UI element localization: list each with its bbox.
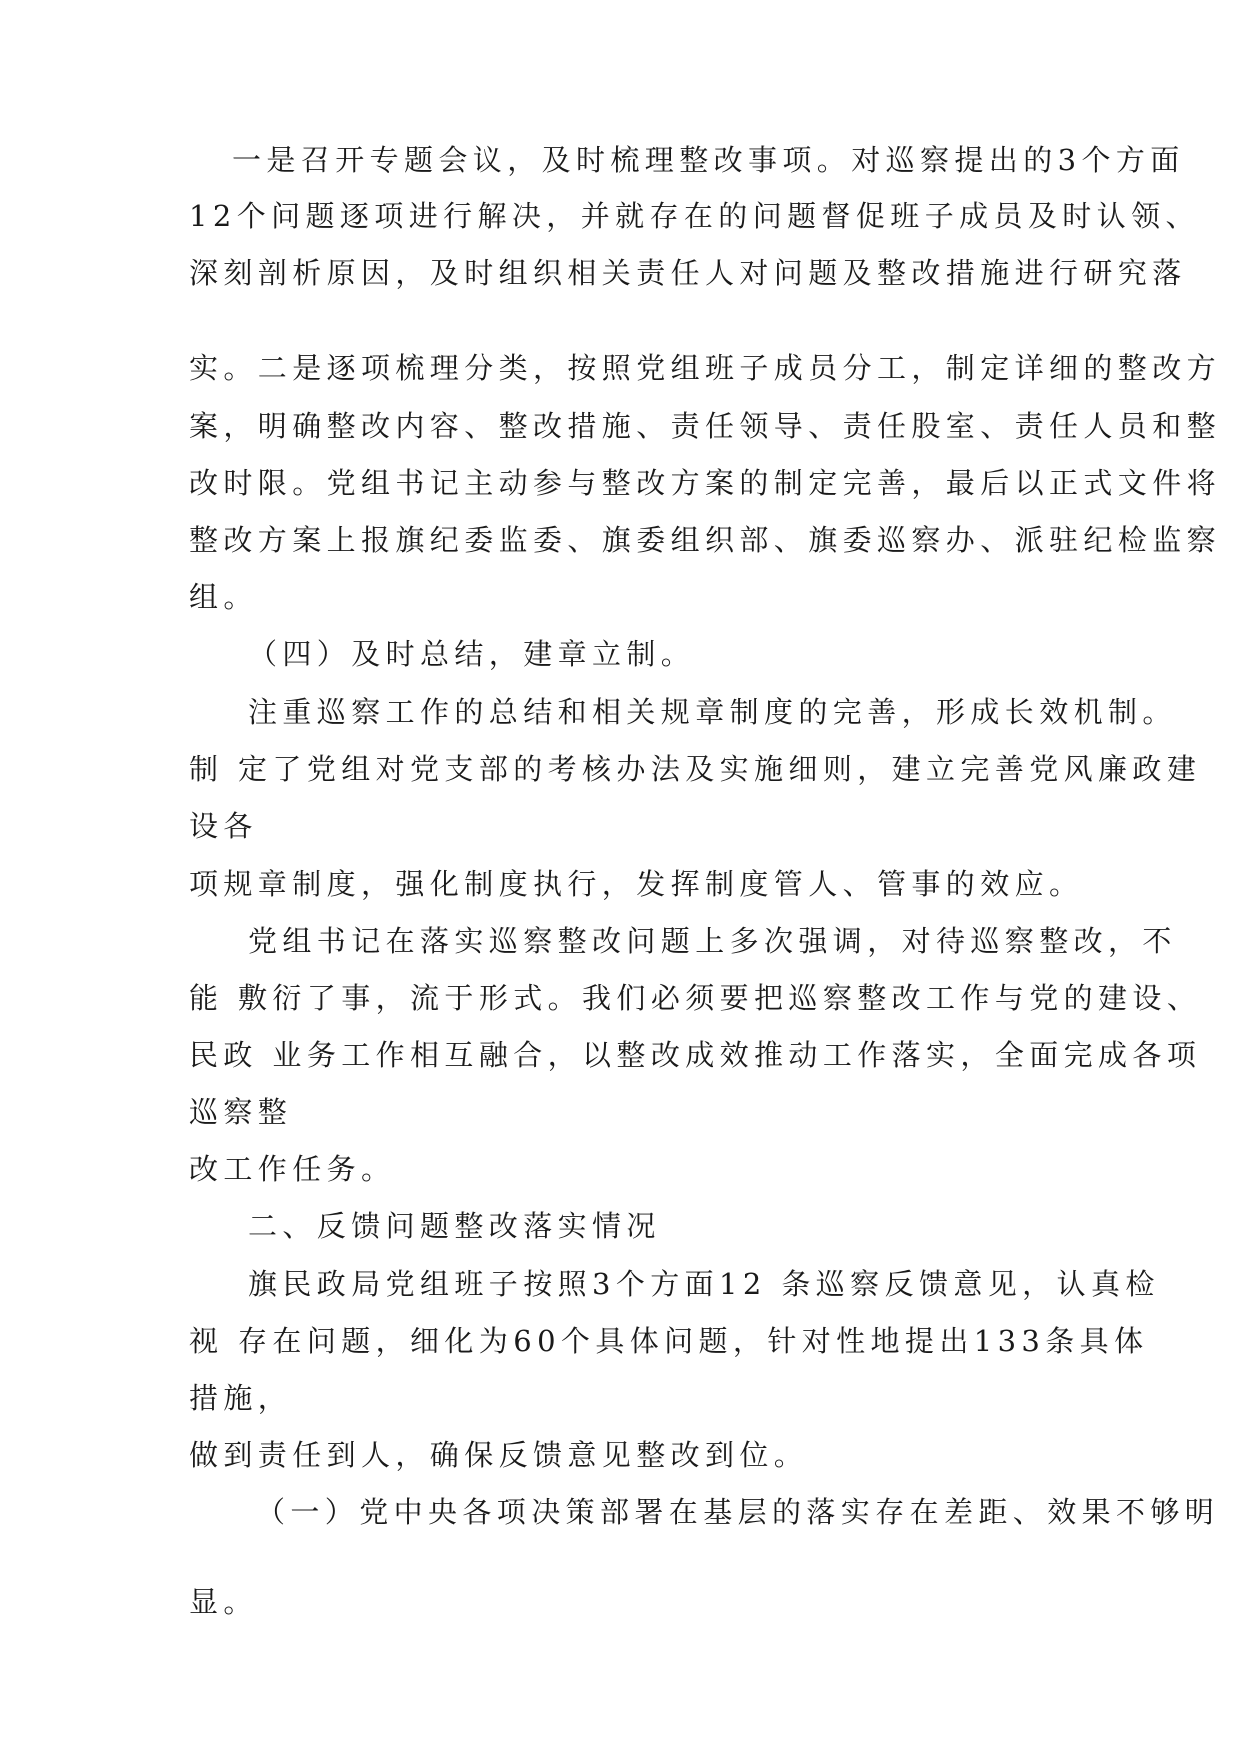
sub-heading-1-line-2: 显。 bbox=[189, 1585, 258, 1619]
paragraph-2-line-3: 设各 bbox=[189, 809, 258, 843]
paragraph-4-line-1: 旗民政局党组班子按照3个方面12 条巡察反馈意见，认真检 bbox=[248, 1267, 1160, 1301]
paragraph-4-line-4: 做到责任到人，确保反馈意见整改到位。 bbox=[189, 1438, 809, 1472]
paragraph-1-line-8: 组。 bbox=[189, 580, 258, 614]
paragraph-1-line-2: 12个问题逐项进行解决，并就存在的问题督促班子成员及时认领、 bbox=[189, 199, 1200, 233]
paragraph-1-line-7: 整改方案上报旗纪委监委、旗委组织部、旗委巡察办、派驻纪检监察 bbox=[189, 523, 1222, 557]
paragraph-4-line-2: 视 存在问题，细化为60个具体问题，针对性地提出133条具体 bbox=[189, 1324, 1149, 1358]
paragraph-2-line-1: 注重巡察工作的总结和相关规章制度的完善，形成长效机制。 bbox=[248, 695, 1177, 729]
paragraph-2-line-4: 项规章制度，强化制度执行，发挥制度管人、管事的效应。 bbox=[189, 867, 1084, 901]
sub-heading-1-line-1: （一）党中央各项决策部署在基层的落实存在差距、效果不够明 bbox=[256, 1495, 1220, 1529]
paragraph-1-line-6: 改时限。党组书记主动参与整改方案的制定完善，最后以正式文件将 bbox=[189, 466, 1222, 500]
paragraph-1-line-3: 深刻剖析原因，及时组织相关责任人对问题及整改措施进行研究落 bbox=[189, 256, 1187, 290]
paragraph-1-line-4: 实。二是逐项梳理分类，按照党组班子成员分工，制定详细的整改方 bbox=[189, 351, 1222, 385]
paragraph-3-line-1: 党组书记在落实巡察整改问题上多次强调，对待巡察整改，不 bbox=[248, 924, 1177, 958]
section-heading-2: 二、反馈问题整改落实情况 bbox=[248, 1209, 661, 1243]
paragraph-1-line-5: 案，明确整改内容、整改措施、责任领导、责任股室、责任人员和整 bbox=[189, 409, 1222, 443]
paragraph-3-line-3: 民政 业务工作相互融合，以整改成效推动工作落实，全面完成各项 bbox=[189, 1038, 1202, 1072]
section-heading-4: （四）及时总结，建章立制。 bbox=[248, 637, 696, 671]
paragraph-4-line-3: 措施， bbox=[189, 1381, 293, 1415]
paragraph-3-line-5: 改工作任务。 bbox=[189, 1152, 396, 1186]
paragraph-3-line-2: 能 敷衍了事，流于形式。我们必须要把巡察整改工作与党的建设、 bbox=[189, 981, 1202, 1015]
paragraph-1-line-1: 一是召开专题会议，及时梳理整改事项。对巡察提出的3个方面 bbox=[232, 143, 1185, 177]
paragraph-2-line-2: 制 定了党组对党支部的考核办法及实施细则，建立完善党风廉政建 bbox=[189, 752, 1202, 786]
paragraph-3-line-4: 巡察整 bbox=[189, 1095, 293, 1129]
